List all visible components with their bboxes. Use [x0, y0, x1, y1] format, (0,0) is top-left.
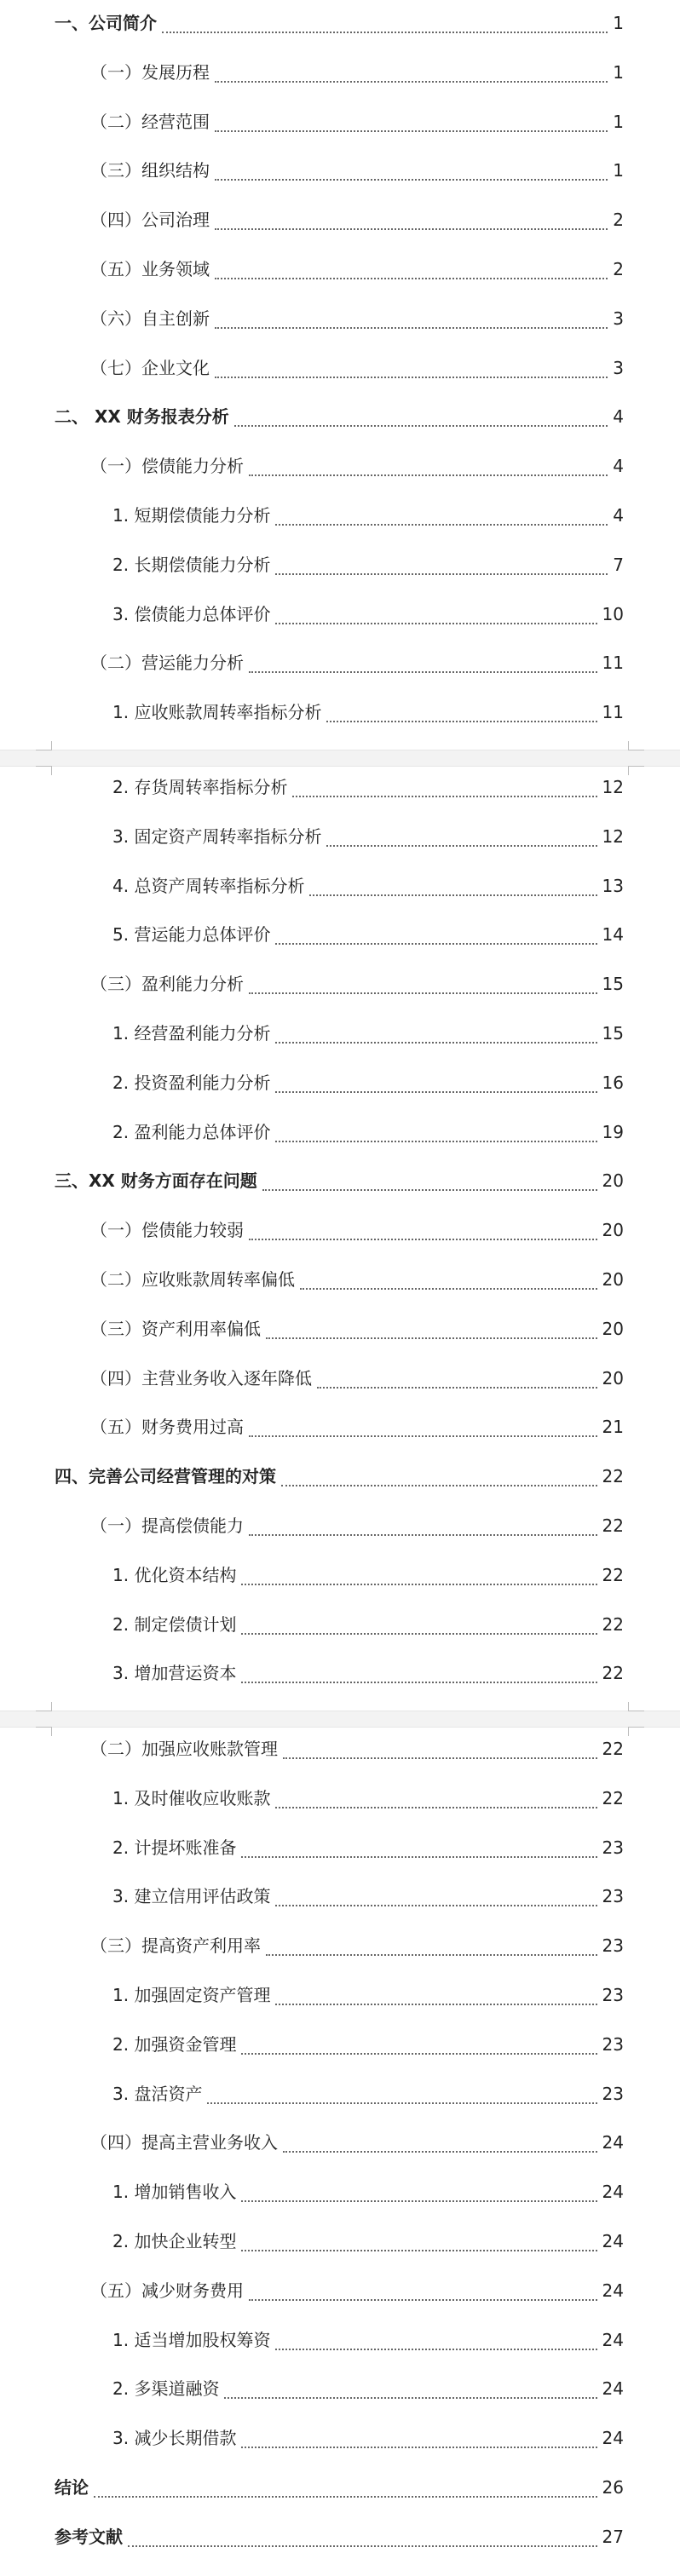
dot-leader [215, 368, 608, 378]
toc-entry-title: 2. 存货周转率指标分析 [112, 777, 288, 797]
toc-entry[interactable] [0, 1612, 680, 1637]
dot-leader [241, 2241, 596, 2251]
toc-entry[interactable] [0, 404, 680, 429]
dot-leader [275, 1033, 596, 1044]
page-corner-mark [628, 741, 644, 750]
toc-entry[interactable] [0, 774, 680, 800]
dot-leader [266, 1946, 597, 1956]
toc-page-number: 16 [602, 1072, 624, 1093]
dot-leader [300, 1279, 597, 1290]
toc-entry[interactable] [0, 10, 680, 36]
toc-page-number: 3 [613, 357, 624, 378]
dot-leader [292, 787, 596, 797]
toc-entry[interactable] [0, 2475, 680, 2500]
dot-leader [275, 1896, 596, 1906]
toc-entry-title: 1. 增加销售收入 [112, 2182, 237, 2203]
toc-page-number: 23 [602, 1837, 624, 1858]
dot-leader [326, 712, 596, 722]
toc-entry-title: 3. 偿债能力总体评价 [112, 603, 271, 624]
toc-page-number: 22 [602, 1787, 624, 1808]
toc-entry-title: 1. 及时催收应收账款 [112, 1787, 271, 1808]
toc-entry-title: （四）公司治理 [90, 210, 210, 231]
toc-entry[interactable] [0, 2327, 680, 2353]
toc-entry[interactable] [0, 1316, 680, 1342]
toc-page-number: 20 [602, 1269, 624, 1290]
toc-entry[interactable] [0, 1835, 680, 1860]
page-corner-mark [36, 741, 52, 750]
toc-entry-title: （二）营运能力分析 [90, 653, 244, 674]
dot-leader [275, 1995, 596, 2005]
toc-entry-title: 2. 盈利能力总体评价 [112, 1121, 271, 1142]
page-corner-mark [36, 1702, 52, 1711]
toc-entry-title: 三、XX 财务方面存在问题 [55, 1170, 257, 1192]
toc-entry[interactable] [0, 1217, 680, 1243]
toc-entry[interactable] [0, 306, 680, 331]
toc-entry-title: （一）提高偿债能力 [90, 1515, 244, 1536]
toc-entry[interactable] [0, 60, 680, 85]
toc-entry-title: 2. 加强资金管理 [112, 2033, 237, 2055]
page-corner-mark [628, 1727, 644, 1736]
dot-leader [249, 663, 597, 673]
dot-leader [249, 1230, 597, 1240]
toc-page-number: 23 [602, 1935, 624, 1957]
toc-entry[interactable] [0, 2179, 680, 2205]
toc-entry[interactable] [0, 1933, 680, 1958]
dot-leader [309, 886, 596, 896]
toc-entry[interactable] [0, 1070, 680, 1095]
toc-entry-title: （二）经营范围 [90, 111, 210, 132]
toc-entry-title: （五）财务费用过高 [90, 1417, 244, 1438]
dot-leader [215, 269, 608, 279]
toc-entry-title: 结论 [55, 2477, 89, 2498]
dot-leader [234, 417, 608, 427]
toc-page-number: 22 [602, 1515, 624, 1536]
toc-page-number: 3 [613, 308, 624, 329]
dot-leader [275, 934, 596, 945]
toc-entry[interactable] [0, 158, 680, 183]
toc-page-number: 23 [602, 1886, 624, 1907]
toc-page-number: 22 [602, 1613, 624, 1635]
toc-entry[interactable] [0, 207, 680, 233]
toc-entry-title: 3. 增加营运资本 [112, 1663, 237, 1684]
toc-entry[interactable] [0, 355, 680, 381]
dot-leader [249, 1427, 597, 1437]
toc-entry[interactable] [0, 453, 680, 479]
toc-page-number: 22 [602, 1564, 624, 1585]
page-corner-mark [628, 1702, 644, 1711]
toc-entry-title: （一）偿债能力分析 [90, 456, 244, 477]
toc-entry-title: （一）发展历程 [90, 61, 210, 83]
toc-entry-title: （二）应收账款周转率偏低 [90, 1269, 295, 1290]
toc-page-number: 1 [613, 160, 624, 181]
dot-leader [241, 1624, 596, 1635]
toc-entry-title: 2. 加快企业转型 [112, 2231, 237, 2251]
toc-entry-title: 1. 经营盈利能力分析 [112, 1023, 271, 1044]
toc-entry-title: 1. 应收账款周转率指标分析 [112, 702, 322, 723]
toc-page-number: 13 [602, 875, 624, 896]
dot-leader [262, 1181, 597, 1191]
dot-leader [326, 837, 596, 847]
toc-entry-title: （三）资产利用率偏低 [90, 1318, 261, 1339]
toc-page-number: 12 [602, 777, 624, 797]
toc-entry-title: （三）提高资产利用率 [90, 1935, 261, 1957]
toc-page-number: 23 [602, 2033, 624, 2055]
toc-entry-title: 2. 计提坏账准备 [112, 1837, 237, 1858]
toc-entry-title: （三）组织结构 [90, 160, 210, 181]
toc-page-number: 20 [602, 1367, 624, 1389]
dot-leader [275, 2340, 596, 2350]
toc-entry[interactable] [0, 1119, 680, 1145]
toc-page-number: 24 [602, 2231, 624, 2251]
toc-entry[interactable] [0, 1785, 680, 1811]
dot-leader [128, 2537, 597, 2547]
toc-entry[interactable] [0, 1513, 680, 1538]
dot-leader [317, 1378, 597, 1389]
toc-page-number: 27 [602, 2526, 624, 2547]
toc-page-number: 26 [602, 2477, 624, 2498]
toc-page-number: 4 [613, 505, 624, 526]
toc-entry-title: （五）业务领域 [90, 259, 210, 279]
toc-entry-title: （三）盈利能力分析 [90, 974, 244, 995]
toc-entry[interactable] [0, 552, 680, 578]
toc-entry-title: 2. 长期偿债能力分析 [112, 554, 271, 575]
dot-leader [249, 984, 597, 994]
toc-entry-title: 3. 盘活资产 [112, 2083, 203, 2104]
toc-page-number: 21 [602, 1417, 624, 1438]
toc-page-number: 24 [602, 2132, 624, 2153]
dot-leader [94, 2487, 597, 2498]
toc-page-number: 11 [602, 702, 624, 723]
toc-page-number: 2 [613, 259, 624, 279]
toc-entry[interactable] [0, 2081, 680, 2107]
toc-page-number: 23 [602, 1985, 624, 2005]
toc-page-number: 24 [602, 2329, 624, 2350]
toc-entry-title: 1. 优化资本结构 [112, 1564, 237, 1585]
toc-page-number: 1 [613, 111, 624, 132]
toc-entry[interactable] [0, 2425, 680, 2451]
toc-entry[interactable] [0, 2228, 680, 2254]
toc-entry[interactable] [0, 109, 680, 135]
toc-page-number: 20 [602, 1220, 624, 1241]
dot-leader [241, 2192, 596, 2202]
toc-page-number: 11 [602, 653, 624, 674]
toc-entry[interactable] [0, 2278, 680, 2303]
page-break [0, 1711, 680, 1728]
toc-entry[interactable] [0, 1366, 680, 1391]
toc-entry-title: 5. 营运能力总体评价 [112, 924, 271, 946]
dot-leader [215, 220, 608, 230]
dot-leader [215, 72, 608, 83]
toc-entry-title: 二、 XX 财务报表分析 [55, 406, 229, 428]
dot-leader [215, 319, 608, 329]
page-corner-mark [628, 766, 644, 775]
toc-page-number: 1 [613, 13, 624, 33]
toc-entry[interactable] [0, 971, 680, 997]
toc-entry-title: 2. 投资盈利能力分析 [112, 1072, 271, 1093]
toc-entry-title: 1. 适当增加股权筹资 [112, 2329, 271, 2350]
toc-page-number: 20 [602, 1170, 624, 1192]
toc-page-number: 24 [602, 2280, 624, 2301]
toc-page-number: 2 [613, 210, 624, 231]
toc-entry-title: （五）减少财务费用 [90, 2280, 244, 2301]
dot-leader [283, 2142, 597, 2153]
dot-leader [241, 1848, 596, 1858]
dot-leader [281, 1476, 597, 1486]
dot-leader [283, 1749, 597, 1759]
toc-entry[interactable] [0, 1463, 680, 1489]
toc-entry-title: （四）主营业务收入逐年降低 [90, 1367, 312, 1389]
toc-entry[interactable] [0, 1660, 680, 1686]
dot-leader [207, 2094, 596, 2104]
dot-leader [249, 1526, 597, 1536]
toc-entry-title: （七）企业文化 [90, 357, 210, 378]
toc-entry[interactable] [0, 922, 680, 947]
toc-entry[interactable] [0, 601, 680, 627]
toc-entry-title: 2. 多渠道融资 [112, 2378, 220, 2400]
toc-entry-title: 4. 总资产周转率指标分析 [112, 875, 305, 896]
toc-entry-title: 1. 加强固定资产管理 [112, 1985, 271, 2005]
dot-leader [275, 515, 608, 526]
toc-entry[interactable] [0, 699, 680, 725]
toc-entry-title: 3. 减少长期借款 [112, 2428, 237, 2449]
toc-page-number: 22 [602, 1739, 624, 1759]
toc-page-number: 7 [613, 554, 624, 575]
toc-entry-title: 3. 建立信用评估政策 [112, 1886, 271, 1907]
toc-entry[interactable] [0, 1562, 680, 1588]
toc-entry[interactable] [0, 1168, 680, 1193]
toc-page-number: 4 [613, 406, 624, 428]
toc-entry-title: （六）自主创新 [90, 308, 210, 329]
toc-entry-title: 2. 制定偿债计划 [112, 1613, 237, 1635]
toc-page-number: 24 [602, 2378, 624, 2400]
toc-entry[interactable] [0, 650, 680, 676]
toc-page-number: 23 [602, 2083, 624, 2104]
dot-leader [162, 23, 608, 33]
dot-leader [275, 565, 608, 575]
dot-leader [249, 2291, 597, 2301]
toc-page-number: 15 [602, 974, 624, 995]
dot-leader [275, 1132, 596, 1142]
toc-entry-title: 1. 短期偿债能力分析 [112, 505, 271, 526]
toc-entry[interactable] [0, 1021, 680, 1046]
toc-entry-title: 参考文献 [55, 2526, 123, 2547]
toc-entry[interactable] [0, 1982, 680, 2008]
toc-page-number: 22 [602, 1466, 624, 1487]
toc-page-number: 10 [602, 603, 624, 624]
toc-entry[interactable] [0, 503, 680, 528]
toc-entry[interactable] [0, 2376, 680, 2401]
toc-entry[interactable] [0, 2130, 680, 2155]
dot-leader [215, 122, 608, 132]
dot-leader [266, 1329, 597, 1339]
toc-entry[interactable] [0, 1883, 680, 1909]
dot-leader [241, 1673, 596, 1683]
toc-page-number: 4 [613, 456, 624, 477]
toc-entry-title: 四、完善公司经营管理的对策 [55, 1466, 276, 1487]
toc-page-number: 19 [602, 1121, 624, 1142]
dot-leader [249, 466, 608, 476]
toc-entry-title: （四）提高主营业务收入 [90, 2132, 278, 2153]
toc-entry[interactable] [0, 1267, 680, 1292]
toc-page-number: 24 [602, 2428, 624, 2449]
dot-leader [224, 2389, 596, 2399]
toc-page-number: 22 [602, 1663, 624, 1684]
page-corner-mark [36, 766, 52, 775]
toc-page-number: 12 [602, 825, 624, 847]
dot-leader [241, 1575, 596, 1585]
dot-leader [241, 2044, 596, 2055]
toc-page-number: 15 [602, 1023, 624, 1044]
toc-page-number: 20 [602, 1318, 624, 1339]
dot-leader [275, 1083, 596, 1093]
toc-entry[interactable] [0, 2032, 680, 2057]
page-break [0, 750, 680, 767]
dot-leader [275, 614, 596, 624]
toc-entry[interactable] [0, 824, 680, 849]
toc-entry[interactable] [0, 873, 680, 899]
toc-entry-title: 3. 固定资产周转率指标分析 [112, 825, 322, 847]
toc-entry[interactable] [0, 1736, 680, 1762]
toc-page-number: 1 [613, 61, 624, 83]
dot-leader [275, 1798, 596, 1808]
toc-entry[interactable] [0, 1414, 680, 1440]
toc-entry[interactable] [0, 2524, 680, 2550]
dot-leader [215, 170, 608, 181]
toc-page-number: 24 [602, 2182, 624, 2203]
toc-entry-title: （二）加强应收账款管理 [90, 1739, 278, 1759]
dot-leader [241, 2438, 596, 2448]
toc-entry-title: （一）偿债能力较弱 [90, 1220, 244, 1241]
toc-entry[interactable] [0, 256, 680, 282]
page-corner-mark [36, 1727, 52, 1736]
toc-page-number: 14 [602, 924, 624, 946]
toc-entry-title: 一、公司简介 [55, 13, 157, 33]
